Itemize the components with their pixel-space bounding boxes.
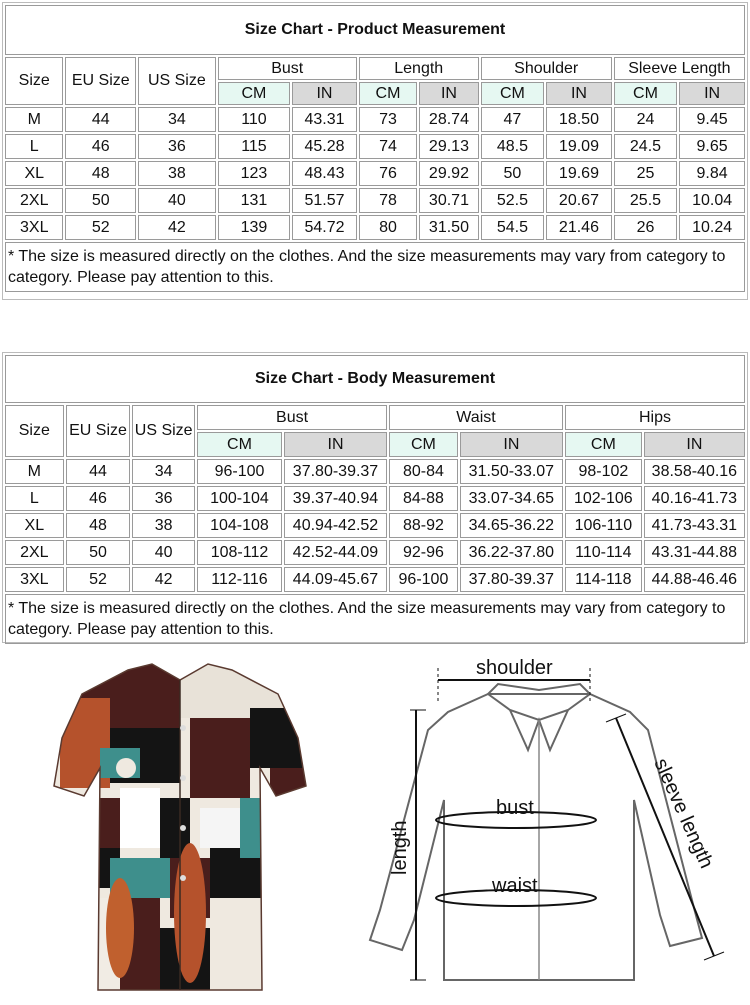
product-measurement-table bbox=[3, 3, 747, 294]
table-cell: 50 bbox=[65, 188, 136, 213]
table-cell: 24.5 bbox=[614, 134, 678, 159]
table-cell: 31.50 bbox=[419, 215, 478, 240]
table-row bbox=[5, 567, 745, 592]
table-cell: 40.16-41.73 bbox=[644, 486, 745, 511]
table-cell: 3XL bbox=[5, 567, 64, 592]
table-cell: 84-88 bbox=[389, 486, 458, 511]
header-waist: Waist bbox=[389, 405, 563, 430]
table-cell: M bbox=[5, 459, 64, 484]
table-cell: 28.74 bbox=[419, 107, 478, 132]
header-length: Length bbox=[359, 57, 479, 80]
table-cell: 18.50 bbox=[546, 107, 612, 132]
table-cell: 139 bbox=[218, 215, 291, 240]
table-cell: 48.5 bbox=[481, 134, 545, 159]
table-row bbox=[5, 134, 745, 159]
unit-cm: CM bbox=[614, 82, 678, 105]
shirt-outline-diagram bbox=[340, 650, 750, 1000]
table-cell: 110-114 bbox=[565, 540, 642, 565]
table-cell: 34 bbox=[132, 459, 195, 484]
table-cell: 76 bbox=[359, 161, 417, 186]
unit-cm: CM bbox=[389, 432, 458, 457]
table-cell: 2XL bbox=[5, 540, 64, 565]
table-cell: 46 bbox=[66, 486, 131, 511]
header-sleeve-length: Sleeve Length bbox=[614, 57, 745, 80]
table-cell: 47 bbox=[481, 107, 545, 132]
table-cell: 100-104 bbox=[197, 486, 282, 511]
table-cell: 44.88-46.46 bbox=[644, 567, 745, 592]
table-cell: 115 bbox=[218, 134, 291, 159]
table-cell: 78 bbox=[359, 188, 417, 213]
table-cell: 34 bbox=[138, 107, 216, 132]
table-cell: 40.94-42.52 bbox=[284, 513, 387, 538]
table-cell: 21.46 bbox=[546, 215, 612, 240]
unit-cm: CM bbox=[197, 432, 282, 457]
table-cell: 10.04 bbox=[679, 188, 745, 213]
table-cell: 48 bbox=[66, 513, 131, 538]
table-cell: 112-116 bbox=[197, 567, 282, 592]
patterned-shirt-image bbox=[40, 658, 330, 994]
unit-cm: CM bbox=[359, 82, 417, 105]
table-cell: 33.07-34.65 bbox=[460, 486, 563, 511]
table-cell: 102-106 bbox=[565, 486, 642, 511]
table-cell: 34.65-36.22 bbox=[460, 513, 563, 538]
table-title: Size Chart - Product Measurement bbox=[5, 5, 745, 55]
table-cell: 38 bbox=[132, 513, 195, 538]
table-cell: 50 bbox=[66, 540, 131, 565]
table-cell: 42 bbox=[138, 215, 216, 240]
table-cell: 38.58-40.16 bbox=[644, 459, 745, 484]
table-cell: 123 bbox=[218, 161, 291, 186]
measurement-note: * The size is measured directly on the clothes. And the size measurements may vary from category to category. Please pay attention to this. bbox=[5, 242, 745, 292]
table-row bbox=[5, 215, 745, 240]
header-hips: Hips bbox=[565, 405, 745, 430]
table-row bbox=[5, 107, 745, 132]
table-cell: 131 bbox=[218, 188, 291, 213]
table-cell: 52 bbox=[66, 567, 131, 592]
table-cell: 110 bbox=[218, 107, 291, 132]
table-cell: 31.50-33.07 bbox=[460, 459, 563, 484]
table-cell: 106-110 bbox=[565, 513, 642, 538]
unit-cm: CM bbox=[481, 82, 545, 105]
table-cell: 36 bbox=[138, 134, 216, 159]
table-cell: 10.24 bbox=[679, 215, 745, 240]
table-cell: 37.80-39.37 bbox=[460, 567, 563, 592]
table-cell: 9.45 bbox=[679, 107, 745, 132]
waist-label: waist bbox=[492, 875, 538, 897]
table-cell: 39.37-40.94 bbox=[284, 486, 387, 511]
table-row bbox=[5, 459, 745, 484]
table-cell: 40 bbox=[138, 188, 216, 213]
table-cell: 48.43 bbox=[292, 161, 357, 186]
table-cell: 104-108 bbox=[197, 513, 282, 538]
table-cell: 54.72 bbox=[292, 215, 357, 240]
table-cell: M bbox=[5, 107, 63, 132]
table-cell: 92-96 bbox=[389, 540, 458, 565]
header-bust: Bust bbox=[218, 57, 357, 80]
header-bust: Bust bbox=[197, 405, 387, 430]
unit-in: IN bbox=[284, 432, 387, 457]
table-cell: 44.09-45.67 bbox=[284, 567, 387, 592]
table-cell: 43.31-44.88 bbox=[644, 540, 745, 565]
table-row bbox=[5, 188, 745, 213]
table-cell: 45.28 bbox=[292, 134, 357, 159]
table-cell: 36 bbox=[132, 486, 195, 511]
table-cell: 40 bbox=[132, 540, 195, 565]
table-row bbox=[5, 161, 745, 186]
table-cell: 44 bbox=[66, 459, 131, 484]
shoulder-label: shoulder bbox=[476, 657, 553, 679]
table-row bbox=[5, 513, 745, 538]
table-cell: 52.5 bbox=[481, 188, 545, 213]
table-cell: 41.73-43.31 bbox=[644, 513, 745, 538]
table-cell: 96-100 bbox=[197, 459, 282, 484]
table-cell: XL bbox=[5, 513, 64, 538]
table-cell: 19.09 bbox=[546, 134, 612, 159]
table-cell: 30.71 bbox=[419, 188, 478, 213]
unit-in: IN bbox=[644, 432, 745, 457]
sleeve-length-label: sleeve length bbox=[649, 755, 718, 872]
header-eu-size: EU Size bbox=[66, 405, 131, 457]
table-cell: 37.80-39.37 bbox=[284, 459, 387, 484]
measurement-diagram bbox=[340, 650, 750, 1000]
table-cell: 20.67 bbox=[546, 188, 612, 213]
table-cell: 36.22-37.80 bbox=[460, 540, 563, 565]
table-cell: 98-102 bbox=[565, 459, 642, 484]
table-cell: 114-118 bbox=[565, 567, 642, 592]
header-size: Size bbox=[5, 405, 64, 457]
table-cell: 50 bbox=[481, 161, 545, 186]
table-cell: 9.84 bbox=[679, 161, 745, 186]
unit-in: IN bbox=[460, 432, 563, 457]
table-cell: 26 bbox=[614, 215, 678, 240]
table-cell: 42 bbox=[132, 567, 195, 592]
length-label: length bbox=[389, 820, 411, 875]
table-cell: 25 bbox=[614, 161, 678, 186]
table-cell: 38 bbox=[138, 161, 216, 186]
table-cell: 52 bbox=[65, 215, 136, 240]
table-cell: L bbox=[5, 134, 63, 159]
table-cell: 3XL bbox=[5, 215, 63, 240]
table-cell: 43.31 bbox=[292, 107, 357, 132]
unit-cm: CM bbox=[218, 82, 291, 105]
table-row bbox=[5, 486, 745, 511]
header-shoulder: Shoulder bbox=[481, 57, 612, 80]
unit-cm: CM bbox=[565, 432, 642, 457]
table-cell: 46 bbox=[65, 134, 136, 159]
table-title: Size Chart - Body Measurement bbox=[5, 355, 745, 403]
table-cell: 74 bbox=[359, 134, 417, 159]
table-cell: 51.57 bbox=[292, 188, 357, 213]
table-cell: 44 bbox=[65, 107, 136, 132]
table-cell: 9.65 bbox=[679, 134, 745, 159]
unit-in: IN bbox=[419, 82, 478, 105]
illustration-area bbox=[0, 650, 750, 1000]
table-cell: 24 bbox=[614, 107, 678, 132]
table-cell: 96-100 bbox=[389, 567, 458, 592]
product-measurement-panel bbox=[2, 2, 748, 300]
header-eu-size: EU Size bbox=[65, 57, 136, 105]
unit-in: IN bbox=[679, 82, 745, 105]
table-cell: 80 bbox=[359, 215, 417, 240]
table-row bbox=[5, 540, 745, 565]
table-cell: 80-84 bbox=[389, 459, 458, 484]
shirt-photo bbox=[40, 658, 330, 994]
header-us-size: US Size bbox=[138, 57, 216, 105]
table-cell: 73 bbox=[359, 107, 417, 132]
body-measurement-table bbox=[3, 353, 747, 646]
body-measurement-panel bbox=[2, 352, 748, 643]
table-cell: 108-112 bbox=[197, 540, 282, 565]
unit-in: IN bbox=[292, 82, 357, 105]
table-cell: L bbox=[5, 486, 64, 511]
table-cell: 29.13 bbox=[419, 134, 478, 159]
table-cell: 54.5 bbox=[481, 215, 545, 240]
table-cell: 2XL bbox=[5, 188, 63, 213]
unit-in: IN bbox=[546, 82, 612, 105]
table-cell: 88-92 bbox=[389, 513, 458, 538]
table-cell: 19.69 bbox=[546, 161, 612, 186]
header-size: Size bbox=[5, 57, 63, 105]
bust-label: bust bbox=[496, 797, 534, 819]
measurement-note: * The size is measured directly on the clothes. And the size measurements may vary from category to category. Please pay attention to this. bbox=[5, 594, 745, 644]
table-cell: 42.52-44.09 bbox=[284, 540, 387, 565]
header-us-size: US Size bbox=[132, 405, 195, 457]
table-cell: XL bbox=[5, 161, 63, 186]
table-cell: 25.5 bbox=[614, 188, 678, 213]
table-cell: 48 bbox=[65, 161, 136, 186]
table-cell: 29.92 bbox=[419, 161, 478, 186]
